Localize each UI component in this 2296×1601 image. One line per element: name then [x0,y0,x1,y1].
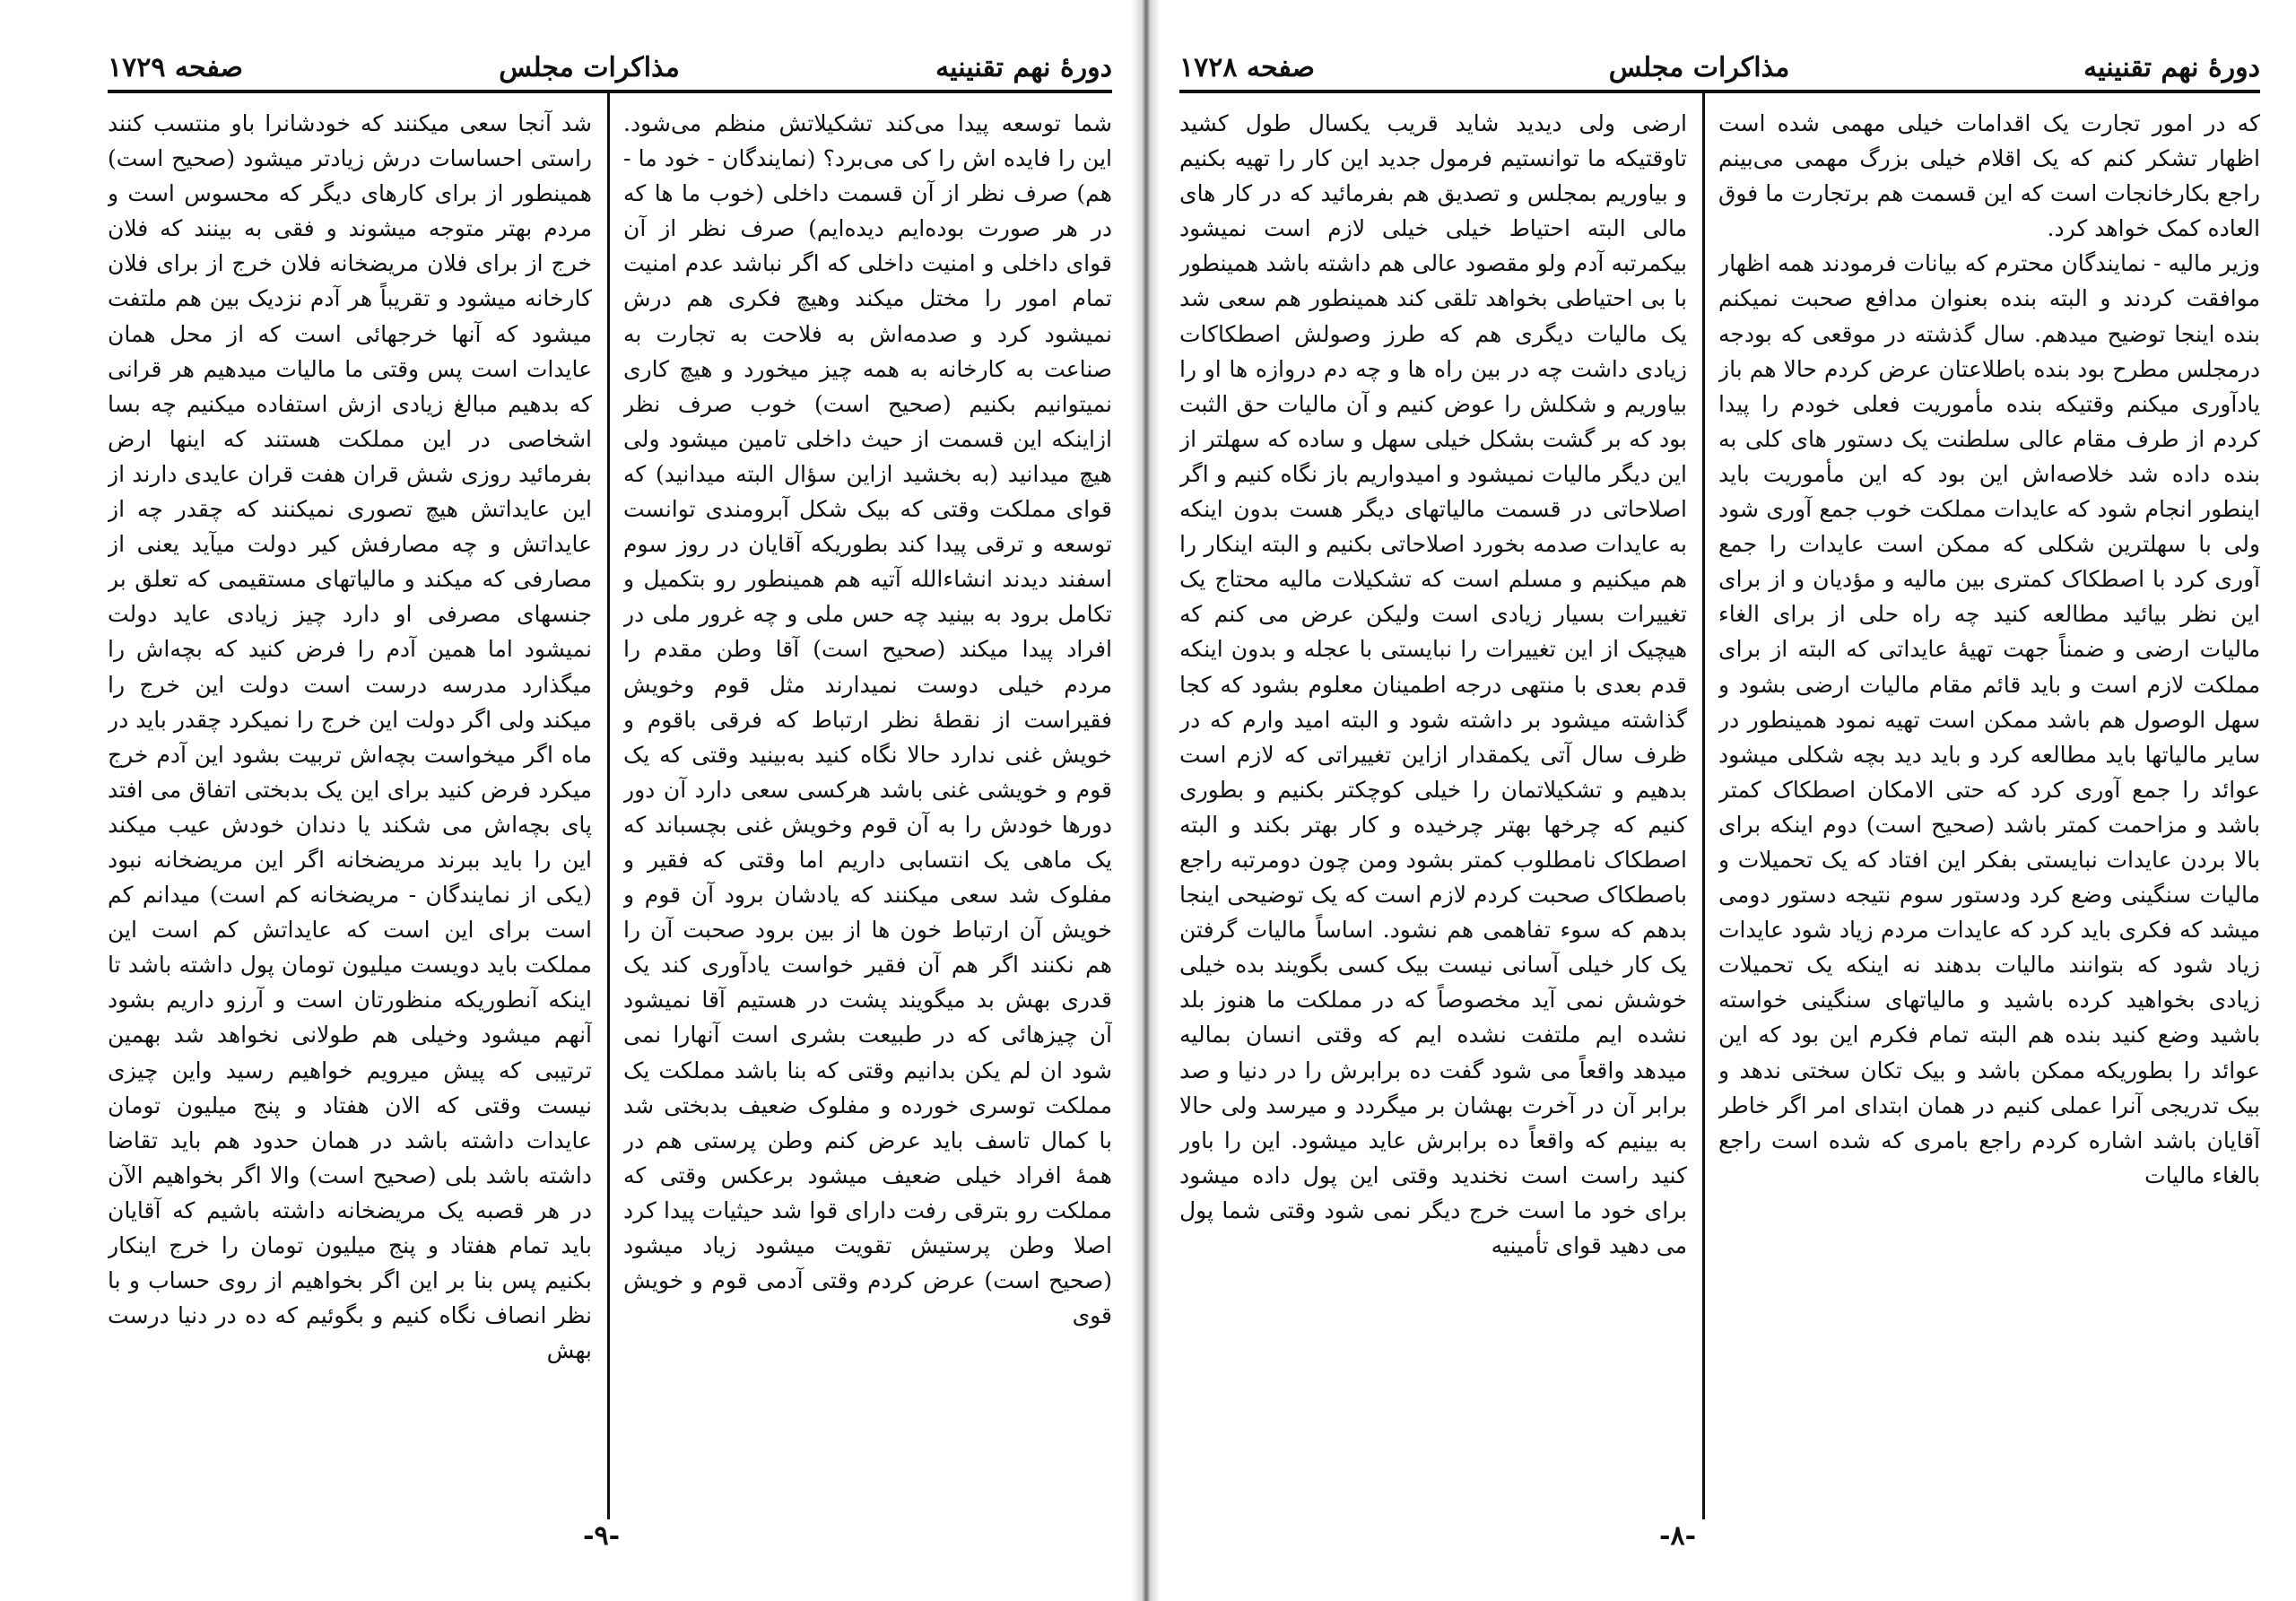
session-label: دورهٔ نهم تقنینیه [935,51,1112,83]
page-number: -۸- [1659,1520,1697,1552]
column-divider [607,93,610,1519]
right-page [1157,0,2296,1601]
header-rule [108,90,1112,93]
header-rule [1179,90,2260,93]
page-header [1179,47,2260,88]
paragraph: وزیر مالیه - نمایندگان محترم که بیانات فرمودند همه اظهار موافقت کردند و البته بنده بعنوان مدافع صحبت نمیکنم بنده اینجا توضیح میدهم. سال گذشته در موقعی که بودجه درمجلس مطرح بود بنده باطلاعتان عرض کردم حالا هم باز یادآوری میکنم وقتیکه بنده مأموریت فعلی خودم را پیدا کردم از طرف مقام عالی سلطنت یک دستور های کلی به بنده داده شد خلاصه‌اش این بود که این مأموریت باید اینطور انجام شود که عایدات مملکت خوب جمع آوری شود ولی با سهلترین شکلی که ممکن است عایدات را جمع آوری کرد با اصطکاک کمتری بین مالیه و مؤدیان و از برای این نظر بیائید مطالعه کنید چه راه حلی از برای الغاء مالیات ارضی و ضمناً جهت تهیهٔ عایداتی که البته از برای مملکت لازم است و باید قائم مقام مالیات ارضی بشود و سهل الوصول هم باشد ممکن است تهیه نمود همینطور در سایر مالیاتها باید مطالعه کرد و باید دید بچه شکلی میشود عوائد را جمع آوری کرد که حتی الامکان اصطکاک کمتر باشد و مزاحمت کمتر باشد (صحیح است) دوم اینکه برای بالا بردن عایدات نبایستی بفکر این افتاد که یک تحمیلات و مالیات سنگینی وضع کرد ودستور سوم نتیجه دستور دومی میشد که فکری باید کرد که عایدات مردم زیاد شود عایدات زیاد شود که بتوانند مالیات بدهند نه اینکه یک تحمیلات زیادی بخواهید کرده باشید و مالیاتهای سنگینی خواسته باشید وضع کنید بنده هم البته تمام فکرم این بود که این عوائد را بطوریکه ممکن باشد و بیک تکان سختی ندهد و بیک تدریجی آنرا عملی کنیم در همان ابتدای امر اگر خاطر آقایان باشد اشاره کردم راجع بامری که شده است راجع بالغاء مالیات [1718,250,2260,1188]
page-number: -۹- [583,1520,621,1552]
paragraph: شما توسعه پیدا می‌کند تشکیلاتش منظم می‌شود. این را فایده اش را کی می‌برد؟ (نمایندگان - خود ما - هم) صرف نظر از آن قسمت داخلی (خوب ما ها که در هر صورت بوده‌ایم دیده‌ایم) صرف نظر از آن قوای داخلی و امنیت داخلی که اگر نباشد عدم امنیت تمام امور را مختل میکند وهیچ فکری هم درش نمیشود کرد و صدمه‌اش به فلاحت به تجارت به صناعت به کارخانه به همه چیز میخورد و هیچ کاری نمیتوانیم بکنیم (صحیح است) خوب صرف نظر ازاینکه این قسمت از حیث داخلی تامین میشود ولی هیچ میدانید (به بخشید ازاین سؤال البته میدانید) که قوای مملکت وقتی که بیک شکل آبرومندی توانست توسعه و ترقی پیدا کند بطوریکه آقایان در روز سوم اسفند دیدند انشاءالله آتیه هم همینطور رو بتکمیل و تکامل برود به بینید چه حس ملی و چه غرور ملی در افراد پیدا میکند (صحیح است) آقا وطن مقدم را مردم خیلی دوست نمیدارند مثل قوم وخویش فقیراست از نقطهٔ نظر ارتباط که فرقی باقوم و خویش غنی ندارد حالا نگاه کنید به‌بینید وقتی که یک قوم و خویشی غنی باشد هرکسی سعی دارد آن دور دورها خودش را به آن قوم وخویش غنی بچسباند که یک ماهی یک انتسابی داریم اما وقتی که فقیر و مفلوک شد سعی میکنند که یادشان برود آن قوم و خویش آن ارتباط خون ها از بین برود صحبت آن را هم نکنند اگر هم آن فقیر خواست یادآوری کند یک قدری بهش بد میگویند پشت در هستیم آقا نمیشود آن چیزهائی که در طبیعت بشری است آنهارا نمی شود ان لم یکن بدانیم وقتی که بنا باشد مملکت یک مملکت توسری خورده و مفلوک ضعیف بدبختی شد با کمال تاسف باید عرض کنم وطن پرستی هم در همهٔ افراد خیلی ضعیف میشود برعکس وقتی که مملکت رو بترقی رفت دارای قوا شد حیثیات پیدا کرد اصلا وطن پرستیش تقویت میشود زیاد میشود (صحیح است) عرض کردم وقتی آدمی قوم و خویش قوی [623,110,1112,1329]
text-column-right [623,106,1112,1518]
page-label: صفحه ۱۷۲۹ [108,51,243,83]
page-header [108,47,1112,88]
paragraph: که در امور تجارت یک اقدامات خیلی مهمی شده است اظهار تشکر کنم که یک اقلام خیلی بزرگ مهمی می‌بینم راجع بکارخانجات است که این قسمت هم برتجارت ما فوق العاده کمک خواهد کرد. [1718,110,2260,242]
page-title: مذاکرات مجلس [1608,51,1790,83]
column-divider [1702,93,1705,1519]
text-column-left [1179,106,1687,1518]
session-label: دورهٔ نهم تقنینیه [2083,51,2260,83]
text-column-right [1718,106,2260,1518]
left-page [0,0,1135,1601]
text-column-left [108,106,592,1518]
paragraph: شد آنجا سعی میکنند که خودشانرا باو منتسب کنند راستی احساسات درش زیادتر میشود (صحیح است) همینطور از برای کارهای دیگر که محسوس است و مردم بهتر متوجه میشوند و فقی به بینند که فلان خرج از برای فلان مریضخانه فلان خرج از برای فلان کارخانه میشود و تقریباً هر آدم نزدیک بین هم ملتفت میشود که آنها خرجهائی است که از محل همان عایدات است پس وقتی ما مالیات میدهیم هر قرانی که بدهیم مبالغ زیادی ازش استفاده میکنیم چه بسا اشخاصی در این مملکت هستند که اینها ارض بفرمائید روزی شش قران هفت قران عایدی دارند از این عایداتش هیچ تصوری نمیکنند که چقدر چه از عایداتش و چه مصارفش کیر دولت میآید یعنی از مصارفی که میکند و مالیاتهای مستقیمی که تعلق بر جنسهای مصرفی او دارد چیز زیادی عاید دولت نمیشود اما همین آدم را فرض کنید که بچه‌اش را میگذارد مدرسه درست است دولت این خرج را میکند ولی اگر دولت این خرج را نمیکرد چقدر باید در ماه اگر میخواست بچه‌اش تربیت بشود این آدم خرج میکرد فرض کنید برای این یک بدبختی اتفاق می افتد پای بچه‌اش می شکند یا دندان خودش عیب میکند این را باید ببرند مریضخانه اگر این مریضخانه نبود (یکی از نمایندگان - مریضخانه کم است) میدانم کم است برای این است که عایداتش کم است این مملکت باید دویست میلیون تومان پول داشته باشد تا اینکه آنطوریکه منظورتان است و آرزو داریم بشود آنهم میشود وخیلی هم طولانی نخواهد شد بهمین ترتیبی که پیش میرویم خواهیم رسید واین چیزی نیست وقتی که الان هفتاد و پنج میلیون تومان عایدات داشته باشد در همان حدود هم باید تقاضا داشته باشد بلی (صحیح است) والا اگر بخواهیم الآن در هر قصبه یک مریضخانه داشته باشیم که آقایان باید تمام هفتاد و پنج میلیون تومان را خرج اینکار بکنیم پس بنا بر این اگر بخواهیم از روی حساب و با نظر انصاف نگاه کنیم و بگوئیم که ده در دنیا درست بهش [108,110,592,1364]
page-label: صفحه ۱۷۲۸ [1179,51,1315,83]
paragraph: ارضی ولی دیدید شاید قریب یکسال طول کشید تاوقتیکه ما توانستیم فرمول جدید این کار را تهیه بکنیم و بیاوریم بمجلس و تصدیق هم بفرمائید که در کار های مالی البته احتیاط خیلی خیلی لازم است نمیشود بیکمرتبه آدم ولو مقصود عالی هم داشته باشد همینطور با بی احتیاطی بخواهد تلقی کند همینطور هم سعی شد یک مالیات دیگری هم که طرز وصولش اصطکاکات زیادی داشت چه در بین راه ها و چه دم دروازه ها او را بیاوریم و شکلش را عوض کنیم و آن مالیات حق الثبت بود که بر گشت بشکل خیلی سهل و ساده که سهلتر از این دیگر مالیات نمیشود و امیدواریم باز نگاه کنیم و اگر اصلاحاتی در قسمت مالیاتهای دیگر هست بدون اینکه به عایدات صدمه بخورد اصلاحاتی بکنیم و البته اینکار را هم میکنیم و مسلم است که تشکیلات مالیه محتاج یک تغییرات بسیار زیادی است ولیکن عرض می کنم که هیچیک از این تغییرات را نبایستی با عجله و بدون اینکه قدم بعدی با منتهی درجه اطمینان معلوم بشود که کجا گذاشته میشود بر داشته شود و البته امید وارم که در ظرف سال آتی یکمقدار ازاین تغییراتی که لازم است بدهیم و تشکیلاتمان را خیلی کوچکتر بکنیم و بطوری کنیم که چرخها بهتر چرخیده و کار بهتر بکند و البته اصطکاک نامطلوب کمتر بشود ومن چون دومرتبه راجع باصطکاک صحبت کردم لازم است که یک توضیحی اینجا بدهم که سوء تفاهمی هم نشود. اساساً مالیات گرفتن یک کار خیلی آسانی نیست بیک کسی بگویند بده خیلی خوشش نمی آید مخصوصاً که در مملکت ما هنوز بلد نشده ایم ملتفت نشده ایم که وقتی انسان بمالیه میدهد واقعاً می شود گفت ده برابرش را در دنیا و صد برابر آن در آخرت بهشان بر میگردد و میرسد ولی حالا به بینیم که واقعاً ده برابرش عاید میشود. این را باور کنید راست است نخندید وقتی این پول داده میشود برای خود ما است خرج دیگر نمی شود وقتی شما پول می دهید قوای تأمینیه [1179,110,1687,1258]
page-title: مذاکرات مجلس [499,51,680,83]
